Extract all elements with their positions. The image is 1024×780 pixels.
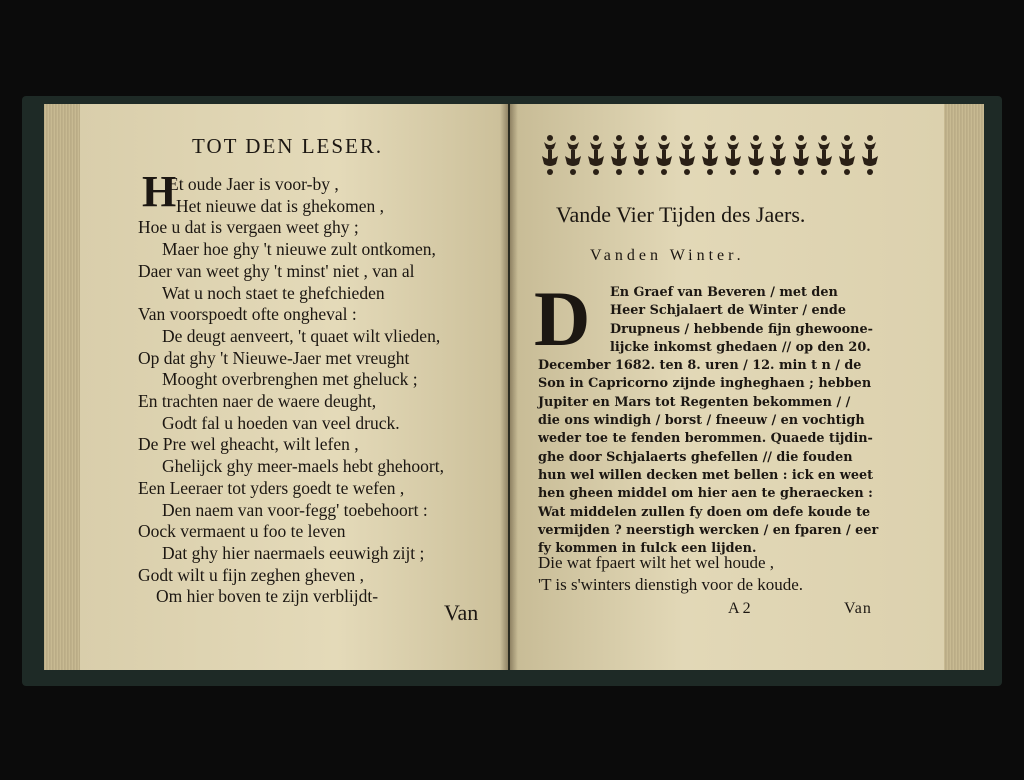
couplet-line: 'T is s'winters dienstigh voor de koude. [538, 575, 804, 594]
text-line: lijcke inkomst ghedaen // op den 20. [610, 339, 871, 355]
right-page [510, 104, 944, 670]
fleuron-icon [540, 134, 560, 178]
fleuron-icon [586, 134, 606, 178]
fleuron-icon [860, 134, 880, 178]
body-text [538, 284, 926, 558]
catchword: Van [844, 600, 872, 617]
poem-line: Godt fal u hoeden van veel druck. [162, 412, 400, 433]
text-line: Son in Capricorno zijnde ingheghaen ; hebben [538, 376, 872, 392]
poem [138, 167, 444, 608]
poem-line: Den naem van voor-fegg' toebehoort : [162, 499, 428, 520]
poem-line: Maer hoe ghy 't nieuwe zult ontkomen, [162, 239, 436, 260]
right-page-edges [940, 104, 984, 670]
text-line: Heer Schjalaert de Winter / ende [610, 303, 847, 319]
poem-line: Oock vermaent u foo te leven [138, 521, 346, 542]
section-heading: Vanden Winter. [590, 247, 745, 264]
text-line: vermijden ? neerstigh wercken / en fparen / eer [538, 522, 879, 538]
catchword: Van [444, 600, 479, 625]
text-line: Jupiter en Mars tot Regenten bekommen / / [538, 394, 851, 410]
fleuron-icon [700, 134, 720, 178]
poem-line: De Pre wel gheacht, wilt lefen , [138, 434, 359, 455]
text-line: Wat middelen zullen fy doen om defe koude te [538, 504, 871, 520]
text-line: En Graef van Beveren / met den [610, 285, 838, 300]
book-gutter [500, 104, 518, 670]
signature-mark: A 2 [728, 600, 751, 617]
fleuron-icon [723, 134, 743, 178]
fleuron-icon [837, 134, 857, 178]
drop-cap: H [142, 167, 177, 216]
left-page [80, 104, 508, 670]
text-line: ghe door Schjalaerts ghefellen // die fouden [538, 449, 853, 465]
fleuron-icon [677, 134, 697, 178]
chapter-title: Vande Vier Tijden des Jaers. [556, 202, 806, 227]
text-line: weder toe te fenden berommen. Quaede tijdin- [538, 431, 873, 447]
poem-line: Op dat ghy 't Nieuwe-Jaer met vreught [138, 347, 410, 368]
fleuron-icon [791, 134, 811, 178]
text-line: fy kommen in fulck een lijden. [538, 541, 757, 557]
fleuron-icon [814, 134, 834, 178]
text-line: Drupneus / hebbende fijn ghewoone- [610, 321, 873, 337]
text-line: hen gheen middel om hier aen te gheraecken : [538, 486, 873, 502]
poem-line: En trachten naer de waere deught, [138, 391, 377, 412]
poem-line: Om hier boven te zijn verblijdt- [156, 586, 379, 607]
poem-line: Mooght overbrenghen met gheluck ; [162, 369, 418, 390]
fleuron-icon [746, 134, 766, 178]
poem-line: Dat ghy hier naermaels eeuwigh zijt ; [162, 542, 425, 563]
couplet-line: Die wat fpaert wilt het wel houde , [538, 553, 775, 572]
fleuron-icon [609, 134, 629, 178]
poem-line: De deugt aenveert, 't quaet wilt vlieden, [162, 325, 441, 346]
poem-line: Ghelijck ghy meer-maels hebt ghehoort, [162, 456, 444, 477]
fleuron-icon [563, 134, 583, 178]
left-page-title: TOT DEN LESER. [192, 134, 384, 158]
drop-cap: D [534, 275, 591, 362]
text-line: December 1682. ten 8. uren / 12. min t n / de [538, 358, 862, 374]
poem-line: Hoe u dat is vergaen weet ghy ; [138, 217, 359, 238]
fleuron-icon [654, 134, 674, 178]
poem-line: Van voorspoedt ofte ongheval : [138, 304, 357, 325]
poem-line: Het nieuwe dat is ghekomen , [176, 195, 385, 216]
left-page-edges [44, 104, 84, 670]
text-line: hun wel willen decken met bellen : ick en weet [538, 467, 874, 483]
poem-line: Een Leeraer tot yders goedt te wefen , [138, 477, 405, 498]
couplet [538, 552, 803, 596]
poem-line: Et oude Jaer is voor-by , [168, 174, 339, 194]
fleuron-icon [768, 134, 788, 178]
poem-line: Daer van weet ghy 't minst' niet , van al [138, 260, 415, 281]
text-line: die ons windigh / borst / fneeuw / en vochtigh [538, 413, 865, 429]
fleuron-icon [631, 134, 651, 178]
poem-line: Wat u noch staet te ghefchieden [162, 282, 385, 303]
poem-line: Godt wilt u fijn zeghen gheven , [138, 564, 364, 585]
ornament-band [540, 134, 880, 180]
